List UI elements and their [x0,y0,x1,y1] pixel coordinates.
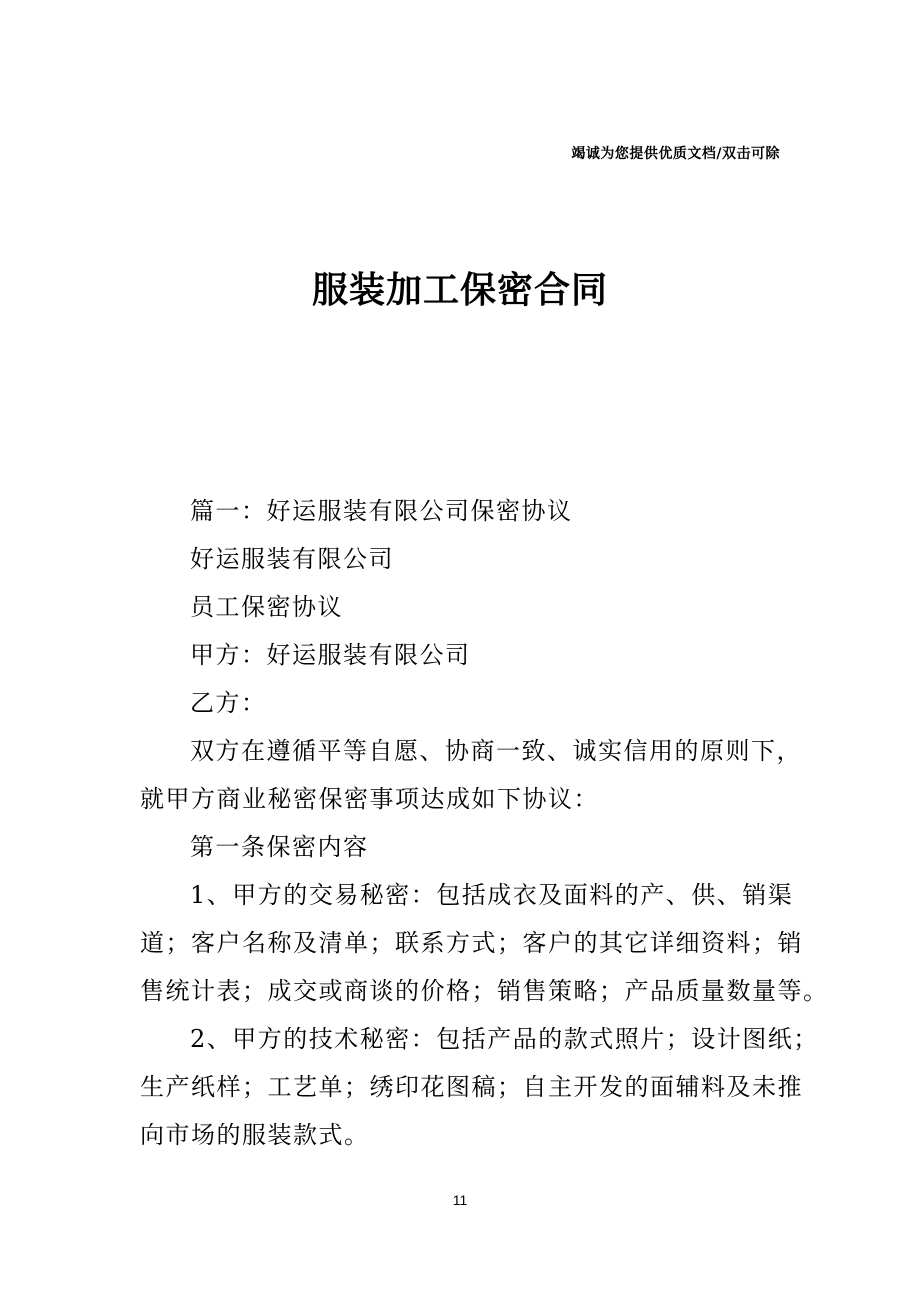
page-number: 11 [452,1192,468,1208]
body-line: 1、甲方的交易秘密：包括成衣及面料的产、供、销渠 [190,881,794,909]
body-line: 篇一：好运服装有限公司保密协议 [190,497,573,525]
body-line: 道；客户名称及清单；联系方式；客户的其它详细资料；销 [140,929,803,957]
body-line: 双方在遵循平等自愿、协商一致、诚实信用的原则下， [190,737,802,765]
body-line: 员工保密协议 [190,593,343,621]
body-line: 售统计表；成交或商谈的价格；销售策略；产品质量数量等。 [140,977,829,1005]
body-line: 向市场的服装款式。 [140,1121,370,1149]
body-line: 乙方： [190,689,267,717]
body-line: 甲方：好运服装有限公司 [190,641,471,669]
body-line: 生产纸样；工艺单；绣印花图稿；自主开发的面辅料及未推 [140,1073,803,1101]
document-title: 服装加工保密合同 [311,270,608,311]
body-line: 2、甲方的技术秘密：包括产品的款式照片；设计图纸； [190,1025,819,1053]
body-line: 好运服装有限公司 [190,545,394,573]
body-line: 第一条保密内容 [190,833,369,861]
body-line: 就甲方商业秘密保密事项达成如下协议： [140,785,599,813]
header-note: 竭诚为您提供优质文档/双击可除 [571,146,780,162]
